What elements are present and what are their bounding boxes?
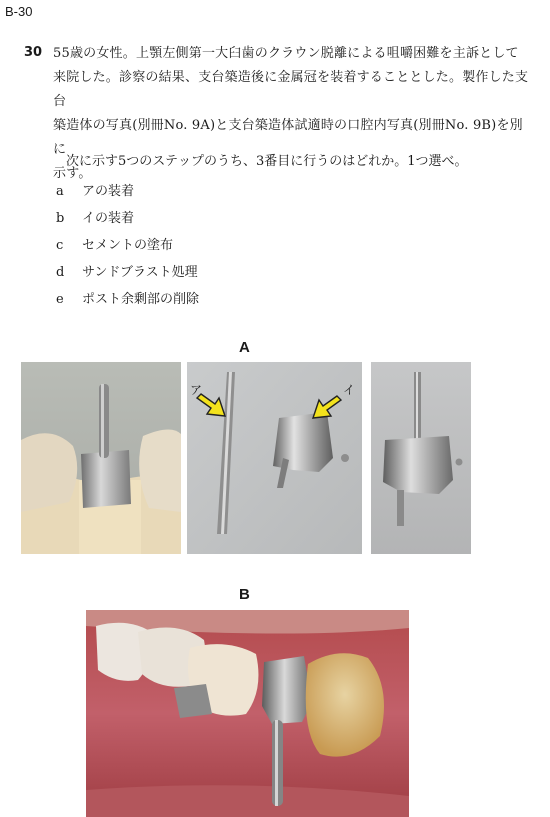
option-text: サンドブラスト処理 bbox=[82, 265, 198, 280]
option-e[interactable] bbox=[56, 288, 199, 307]
photo-b-intraoral bbox=[86, 610, 409, 817]
option-label: a bbox=[56, 184, 64, 199]
option-label: b bbox=[56, 211, 65, 226]
stem-line: 示す。 bbox=[53, 166, 92, 181]
option-text: イの装着 bbox=[82, 211, 135, 226]
option-d[interactable] bbox=[56, 261, 198, 280]
photo-a-model bbox=[21, 362, 181, 554]
figure-a-label: A bbox=[239, 339, 250, 356]
option-a[interactable] bbox=[56, 180, 134, 199]
option-b[interactable] bbox=[56, 207, 134, 226]
option-c[interactable] bbox=[56, 234, 173, 253]
option-label: d bbox=[56, 265, 65, 280]
photo-a-assembled bbox=[371, 362, 471, 554]
stem-line: 築造体の写真(別冊No. 9A)と支台築造体試適時の口腔内写真(別冊No. 9B)を別に bbox=[53, 118, 523, 157]
option-text: ポスト余剰部の削除 bbox=[82, 292, 200, 307]
question-number: 30 bbox=[24, 45, 43, 60]
option-label: e bbox=[56, 292, 64, 307]
arrow-label-a: ア bbox=[190, 383, 203, 397]
figure-b-label: B bbox=[239, 586, 250, 603]
option-label: c bbox=[56, 238, 64, 253]
page-id: B-30 bbox=[5, 4, 33, 19]
arrow-label-i: イ bbox=[343, 383, 356, 397]
photo-a-parts bbox=[187, 362, 362, 554]
stem-line: 55歳の女性。上顎左側第一大臼歯のクラウン脱離による咀嚼困難を主訴として bbox=[53, 46, 519, 61]
question-instruction: 次に示す5つのステップのうち、3番目に行うのはどれか。1つ選べ。 bbox=[66, 154, 468, 169]
option-text: アの装着 bbox=[82, 184, 135, 199]
option-text: セメントの塗布 bbox=[82, 238, 174, 253]
stem-line: 来院した。診察の結果、支台築造後に金属冠を装着することとした。製作した支台 bbox=[53, 70, 529, 109]
